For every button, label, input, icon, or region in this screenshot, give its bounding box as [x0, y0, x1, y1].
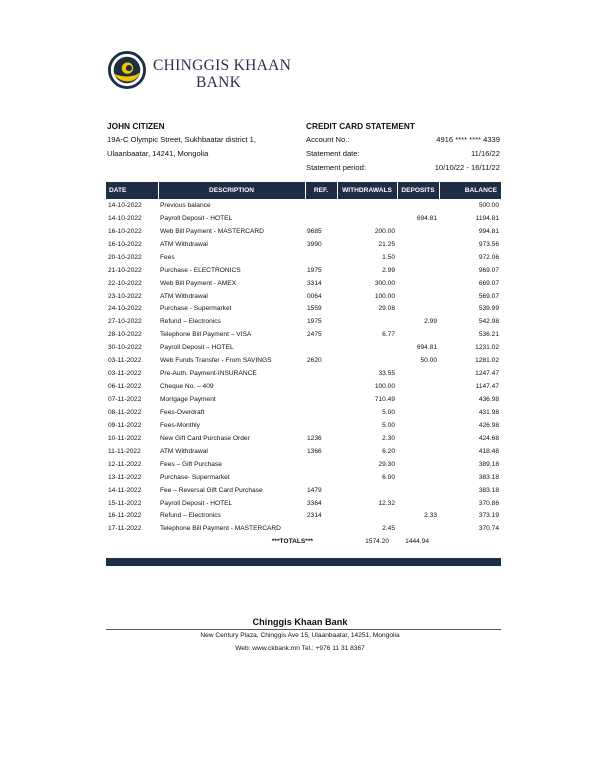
- table-row: [106, 225, 501, 238]
- cell-date: 27-10-2022: [108, 318, 142, 326]
- statement-date-value: 11/16/22: [471, 149, 500, 158]
- table-row: [106, 354, 501, 367]
- cell-date: 06-11-2022: [108, 383, 142, 391]
- totals-label: ***TOTALS***: [271, 538, 313, 546]
- table-row: [106, 406, 501, 419]
- cell-ref: 2475: [307, 331, 322, 339]
- cell-date: 21-10-2022: [108, 266, 142, 274]
- bank-name-line2: BANK: [196, 74, 242, 91]
- cell-description: Fees-Overdraft: [160, 408, 205, 416]
- table-row: [106, 290, 501, 303]
- cell-description: Mortgage Payment: [160, 396, 216, 404]
- cell-date: 14-10-2022: [108, 214, 142, 222]
- transactions-table: [106, 182, 501, 548]
- bank-name-line1: CHINGGIS KHAAN: [153, 57, 292, 74]
- cell-withdrawal: [337, 484, 397, 497]
- cell-withdrawal: 300.00: [374, 279, 395, 287]
- cell-description: Web Funds Transfer - From SAVINGS: [160, 357, 272, 365]
- cell-description: Cheque No. – 409: [160, 383, 214, 391]
- cell-balance: 424.68: [478, 434, 499, 442]
- cell-balance: 973.56: [478, 240, 499, 248]
- cell-date: 22-10-2022: [108, 279, 142, 287]
- cell-deposit: [397, 328, 439, 341]
- cell-balance: 569.07: [478, 292, 499, 300]
- cell-balance: 539.99: [478, 305, 499, 313]
- customer-address-line1: 19A-C Olympic Street, Sukhbaatar district 1,: [107, 135, 256, 144]
- cell-description: Fees-Monthly: [160, 421, 200, 429]
- cell-ref: 1559: [307, 305, 322, 313]
- cell-withdrawal: [337, 199, 397, 212]
- bank-name: [153, 57, 291, 91]
- total-balance-empty: [439, 535, 501, 548]
- total-deposits: 1444.94: [405, 538, 429, 546]
- table-row: [106, 380, 501, 393]
- cell-ref: 1975: [307, 318, 322, 326]
- cell-ref: [305, 522, 337, 535]
- customer-name: JOHN CITIZEN: [107, 121, 165, 131]
- cell-deposit: [397, 484, 439, 497]
- cell-deposit: [397, 445, 439, 458]
- cell-date: 16-10-2022: [108, 227, 142, 235]
- cell-balance: 994.81: [478, 227, 499, 235]
- cell-ref: 1479: [307, 486, 322, 494]
- cell-balance: 370.86: [478, 499, 499, 507]
- cell-balance: 1281.02: [475, 357, 499, 365]
- cell-description: Payroll Deposit – HOTEL: [160, 344, 234, 352]
- cell-withdrawal: [337, 315, 397, 328]
- cell-date: 15-11-2022: [108, 499, 142, 507]
- cell-deposit: [397, 419, 439, 432]
- statement-period-label: Statement period:: [306, 163, 366, 172]
- cell-date: 23-10-2022: [108, 292, 142, 300]
- cell-deposit: 694.81: [416, 344, 437, 352]
- footer-contact: Web: www.ckbank.mn Tel.: +976 11 31 8367: [235, 645, 365, 652]
- cell-deposit: [397, 432, 439, 445]
- cell-ref: [305, 471, 337, 484]
- cell-deposit: [397, 471, 439, 484]
- statement-date-label: Statement date:: [306, 149, 360, 158]
- header-balance: BALANCE: [439, 182, 501, 199]
- cell-description: ATM Withdrawal: [160, 447, 208, 455]
- cell-ref: [305, 458, 337, 471]
- cell-description: Fees: [160, 253, 175, 261]
- cell-withdrawal: 6.00: [382, 473, 395, 481]
- total-withdrawals: 1574.20: [365, 538, 389, 546]
- cell-ref: [305, 212, 337, 225]
- cell-withdrawal: 200.00: [374, 227, 395, 235]
- cell-ref: [305, 367, 337, 380]
- cell-ref: [305, 380, 337, 393]
- cell-withdrawal: [337, 354, 397, 367]
- cell-ref: [305, 406, 337, 419]
- cell-ref: 3364: [307, 499, 322, 507]
- header-date: DATE: [106, 182, 158, 199]
- header-deposits: DEPOSITS: [397, 182, 439, 199]
- table-row: [106, 510, 501, 523]
- cell-deposit: 50.00: [420, 357, 437, 365]
- customer-info: [107, 119, 256, 161]
- cell-date: 28-10-2022: [108, 331, 142, 339]
- cell-balance: 389.18: [478, 460, 499, 468]
- cell-description: Telephone Bill Payment - MASTERCARD: [160, 525, 281, 533]
- cell-deposit: [397, 225, 439, 238]
- footer-address: New Century Plaza, Chinggis Ave 15, Ulaanbaatar, 14251, Mongolia: [200, 632, 400, 639]
- cell-description: Payroll Deposit - HOTEL: [160, 214, 233, 222]
- table-row: [106, 522, 501, 535]
- cell-description: Fees – Gift Purchase: [160, 460, 222, 468]
- bank-logo-icon: [108, 51, 146, 89]
- cell-balance: 972.06: [478, 253, 499, 261]
- table-row: [106, 432, 501, 445]
- cell-description: Purchase- Supermarket: [160, 473, 230, 481]
- table-row: [106, 367, 501, 380]
- cell-date: 09-11-2022: [108, 421, 142, 429]
- header-withdrawals: WITHDRAWALS: [337, 182, 397, 199]
- cell-date: 20-10-2022: [108, 253, 142, 261]
- cell-deposit: [397, 406, 439, 419]
- table-row: [106, 238, 501, 251]
- cell-withdrawal: 29.30: [378, 460, 395, 468]
- cell-ref: [305, 419, 337, 432]
- cell-date: 11-11-2022: [108, 447, 141, 455]
- cell-description: Fee – Reversal Gift Card Purchase: [160, 486, 263, 494]
- cell-deposit: [397, 238, 439, 251]
- cell-description: ATM Withdrawal: [160, 240, 208, 248]
- cell-deposit: [397, 393, 439, 406]
- table-row: [106, 199, 501, 212]
- cell-balance: 1247.47: [475, 370, 499, 378]
- cell-balance: 373.19: [478, 512, 499, 520]
- cell-ref: 1366: [307, 447, 322, 455]
- cell-withdrawal: 2.30: [382, 434, 395, 442]
- cell-withdrawal: 12.32: [378, 499, 395, 507]
- cell-ref: [305, 199, 337, 212]
- cell-deposit: [397, 290, 439, 303]
- cell-date: 16-10-2022: [108, 240, 142, 248]
- cell-withdrawal: 5.00: [382, 408, 395, 416]
- cell-withdrawal: 100.00: [374, 383, 395, 391]
- cell-date: 14-11-2022: [108, 486, 142, 494]
- cell-deposit: [397, 199, 439, 212]
- cell-withdrawal: [337, 341, 397, 354]
- cell-ref: [305, 251, 337, 264]
- cell-date: 24-10-2022: [108, 305, 142, 313]
- cell-deposit: [397, 458, 439, 471]
- table-row: [106, 328, 501, 341]
- cell-date: 14-10-2022: [108, 201, 142, 209]
- cell-ref: 1975: [307, 266, 322, 274]
- table-row: [106, 315, 501, 328]
- account-value: 4916 **** **** 4339: [436, 135, 500, 144]
- cell-withdrawal: 6.77: [382, 331, 395, 339]
- cell-balance: 431.98: [478, 408, 499, 416]
- cell-withdrawal: 100.00: [374, 292, 395, 300]
- totals-row: [106, 535, 501, 548]
- cell-deposit: [397, 303, 439, 316]
- cell-date: 13-11-2022: [108, 473, 142, 481]
- cell-deposit: 2.99: [424, 318, 437, 326]
- statement-info: [306, 119, 500, 175]
- cell-description: Web Bill Payment - AMEX: [160, 279, 237, 287]
- cell-balance: 426.98: [478, 421, 499, 429]
- cell-description: Purchase - ELECTRONICS: [160, 266, 241, 274]
- table-row: [106, 264, 501, 277]
- cell-balance: 436.98: [478, 396, 499, 404]
- cell-balance: 500.00: [478, 201, 499, 209]
- table-bottom-bar: [106, 558, 501, 566]
- cell-description: Refund – Electronics: [160, 512, 221, 520]
- cell-balance: 536.21: [478, 331, 499, 339]
- cell-withdrawal: 2.99: [382, 266, 395, 274]
- account-label: Account No.:: [306, 135, 350, 144]
- cell-deposit: [397, 264, 439, 277]
- cell-date: 03-11-2022: [108, 370, 142, 378]
- cell-balance: 542.98: [478, 318, 499, 326]
- cell-deposit: [397, 367, 439, 380]
- cell-deposit: 2.33: [424, 512, 437, 520]
- footer-bank-name: Chinggis Khaan Bank: [252, 617, 348, 627]
- cell-description: Web Bill Payment - MASTERCARD: [160, 227, 264, 235]
- statement-date-row: [306, 147, 500, 161]
- cell-deposit: [397, 497, 439, 510]
- cell-date: 16-11-2022: [108, 512, 142, 520]
- statement-period-value: 10/10/22 - 16/11/22: [434, 163, 500, 172]
- cell-balance: 1231.02: [475, 344, 499, 352]
- cell-deposit: [397, 251, 439, 264]
- cell-ref: 2620: [307, 357, 322, 365]
- cell-withdrawal: 5.00: [382, 421, 395, 429]
- footer-divider: [106, 629, 501, 630]
- cell-description: Purchase - Supermarket: [160, 305, 232, 313]
- cell-ref: [305, 341, 337, 354]
- cell-deposit: 694.81: [416, 214, 437, 222]
- table-row: [106, 419, 501, 432]
- table-header-row: [106, 182, 501, 199]
- table-row: [106, 445, 501, 458]
- cell-balance: 370.74: [478, 525, 499, 533]
- cell-deposit: [397, 522, 439, 535]
- cell-withdrawal: 710.49: [374, 396, 395, 404]
- cell-ref: 2314: [307, 512, 322, 520]
- transactions-body: [106, 199, 501, 535]
- cell-date: 17-11-2022: [108, 525, 142, 533]
- cell-balance: 418.48: [478, 447, 499, 455]
- cell-date: 07-11-2022: [108, 396, 142, 404]
- cell-ref: [305, 393, 337, 406]
- cell-withdrawal: 29.08: [378, 305, 395, 313]
- table-row: [106, 471, 501, 484]
- cell-withdrawal: 21.25: [378, 240, 395, 248]
- table-row: [106, 341, 501, 354]
- cell-balance: 969.07: [478, 266, 499, 274]
- cell-withdrawal: 33.55: [378, 370, 395, 378]
- cell-balance: 383.18: [478, 486, 499, 494]
- statement-period-row: [306, 161, 500, 175]
- cell-ref: 9685: [307, 227, 322, 235]
- cell-deposit: [397, 277, 439, 290]
- cell-balance: 1147.47: [475, 383, 499, 391]
- cell-ref: 3990: [307, 240, 322, 248]
- cell-ref: 1236: [307, 434, 322, 442]
- customer-address-line2: Ulaanbaatar, 14241, Mongolia: [107, 149, 209, 158]
- cell-ref: 3314: [307, 279, 322, 287]
- table-row: [106, 458, 501, 471]
- cell-date: 08-11-2022: [108, 408, 142, 416]
- cell-balance: 383.18: [478, 473, 499, 481]
- header-ref: REF.: [305, 182, 337, 199]
- table-row: [106, 277, 501, 290]
- cell-description: Telephone Bill Payment – VISA: [160, 331, 252, 339]
- table-row: [106, 497, 501, 510]
- cell-description: Refund – Electronics: [160, 318, 221, 326]
- cell-withdrawal: 1.50: [382, 253, 395, 261]
- table-row: [106, 251, 501, 264]
- cell-withdrawal: [337, 510, 397, 523]
- cell-description: Payroll Deposit - HOTEL: [160, 499, 233, 507]
- cell-balance: 669.07: [478, 279, 499, 287]
- table-row: [106, 303, 501, 316]
- account-row: [306, 133, 500, 147]
- cell-description: ATM Withdrawal: [160, 292, 208, 300]
- statement-title: CREDIT CARD STATEMENT: [306, 121, 415, 131]
- cell-date: 10-11-2022: [108, 434, 142, 442]
- cell-withdrawal: 2.45: [382, 525, 395, 533]
- cell-date: 12-11-2022: [108, 460, 142, 468]
- cell-ref: 0064: [307, 292, 322, 300]
- cell-description: Pre-Auth. Payment-INSURANCE: [160, 370, 257, 378]
- cell-withdrawal: [337, 212, 397, 225]
- cell-description: New Gift Card Purchase Order: [160, 434, 250, 442]
- cell-withdrawal: 6.20: [382, 447, 395, 455]
- cell-description: Previous balance: [160, 201, 211, 209]
- table-row: [106, 393, 501, 406]
- cell-date: 30-10-2022: [108, 344, 142, 352]
- table-row: [106, 212, 501, 225]
- cell-balance: 1194.81: [475, 214, 499, 222]
- cell-date: 03-11-2022: [108, 357, 142, 365]
- table-row: [106, 484, 501, 497]
- cell-deposit: [397, 380, 439, 393]
- header-description: DESCRIPTION: [158, 182, 305, 199]
